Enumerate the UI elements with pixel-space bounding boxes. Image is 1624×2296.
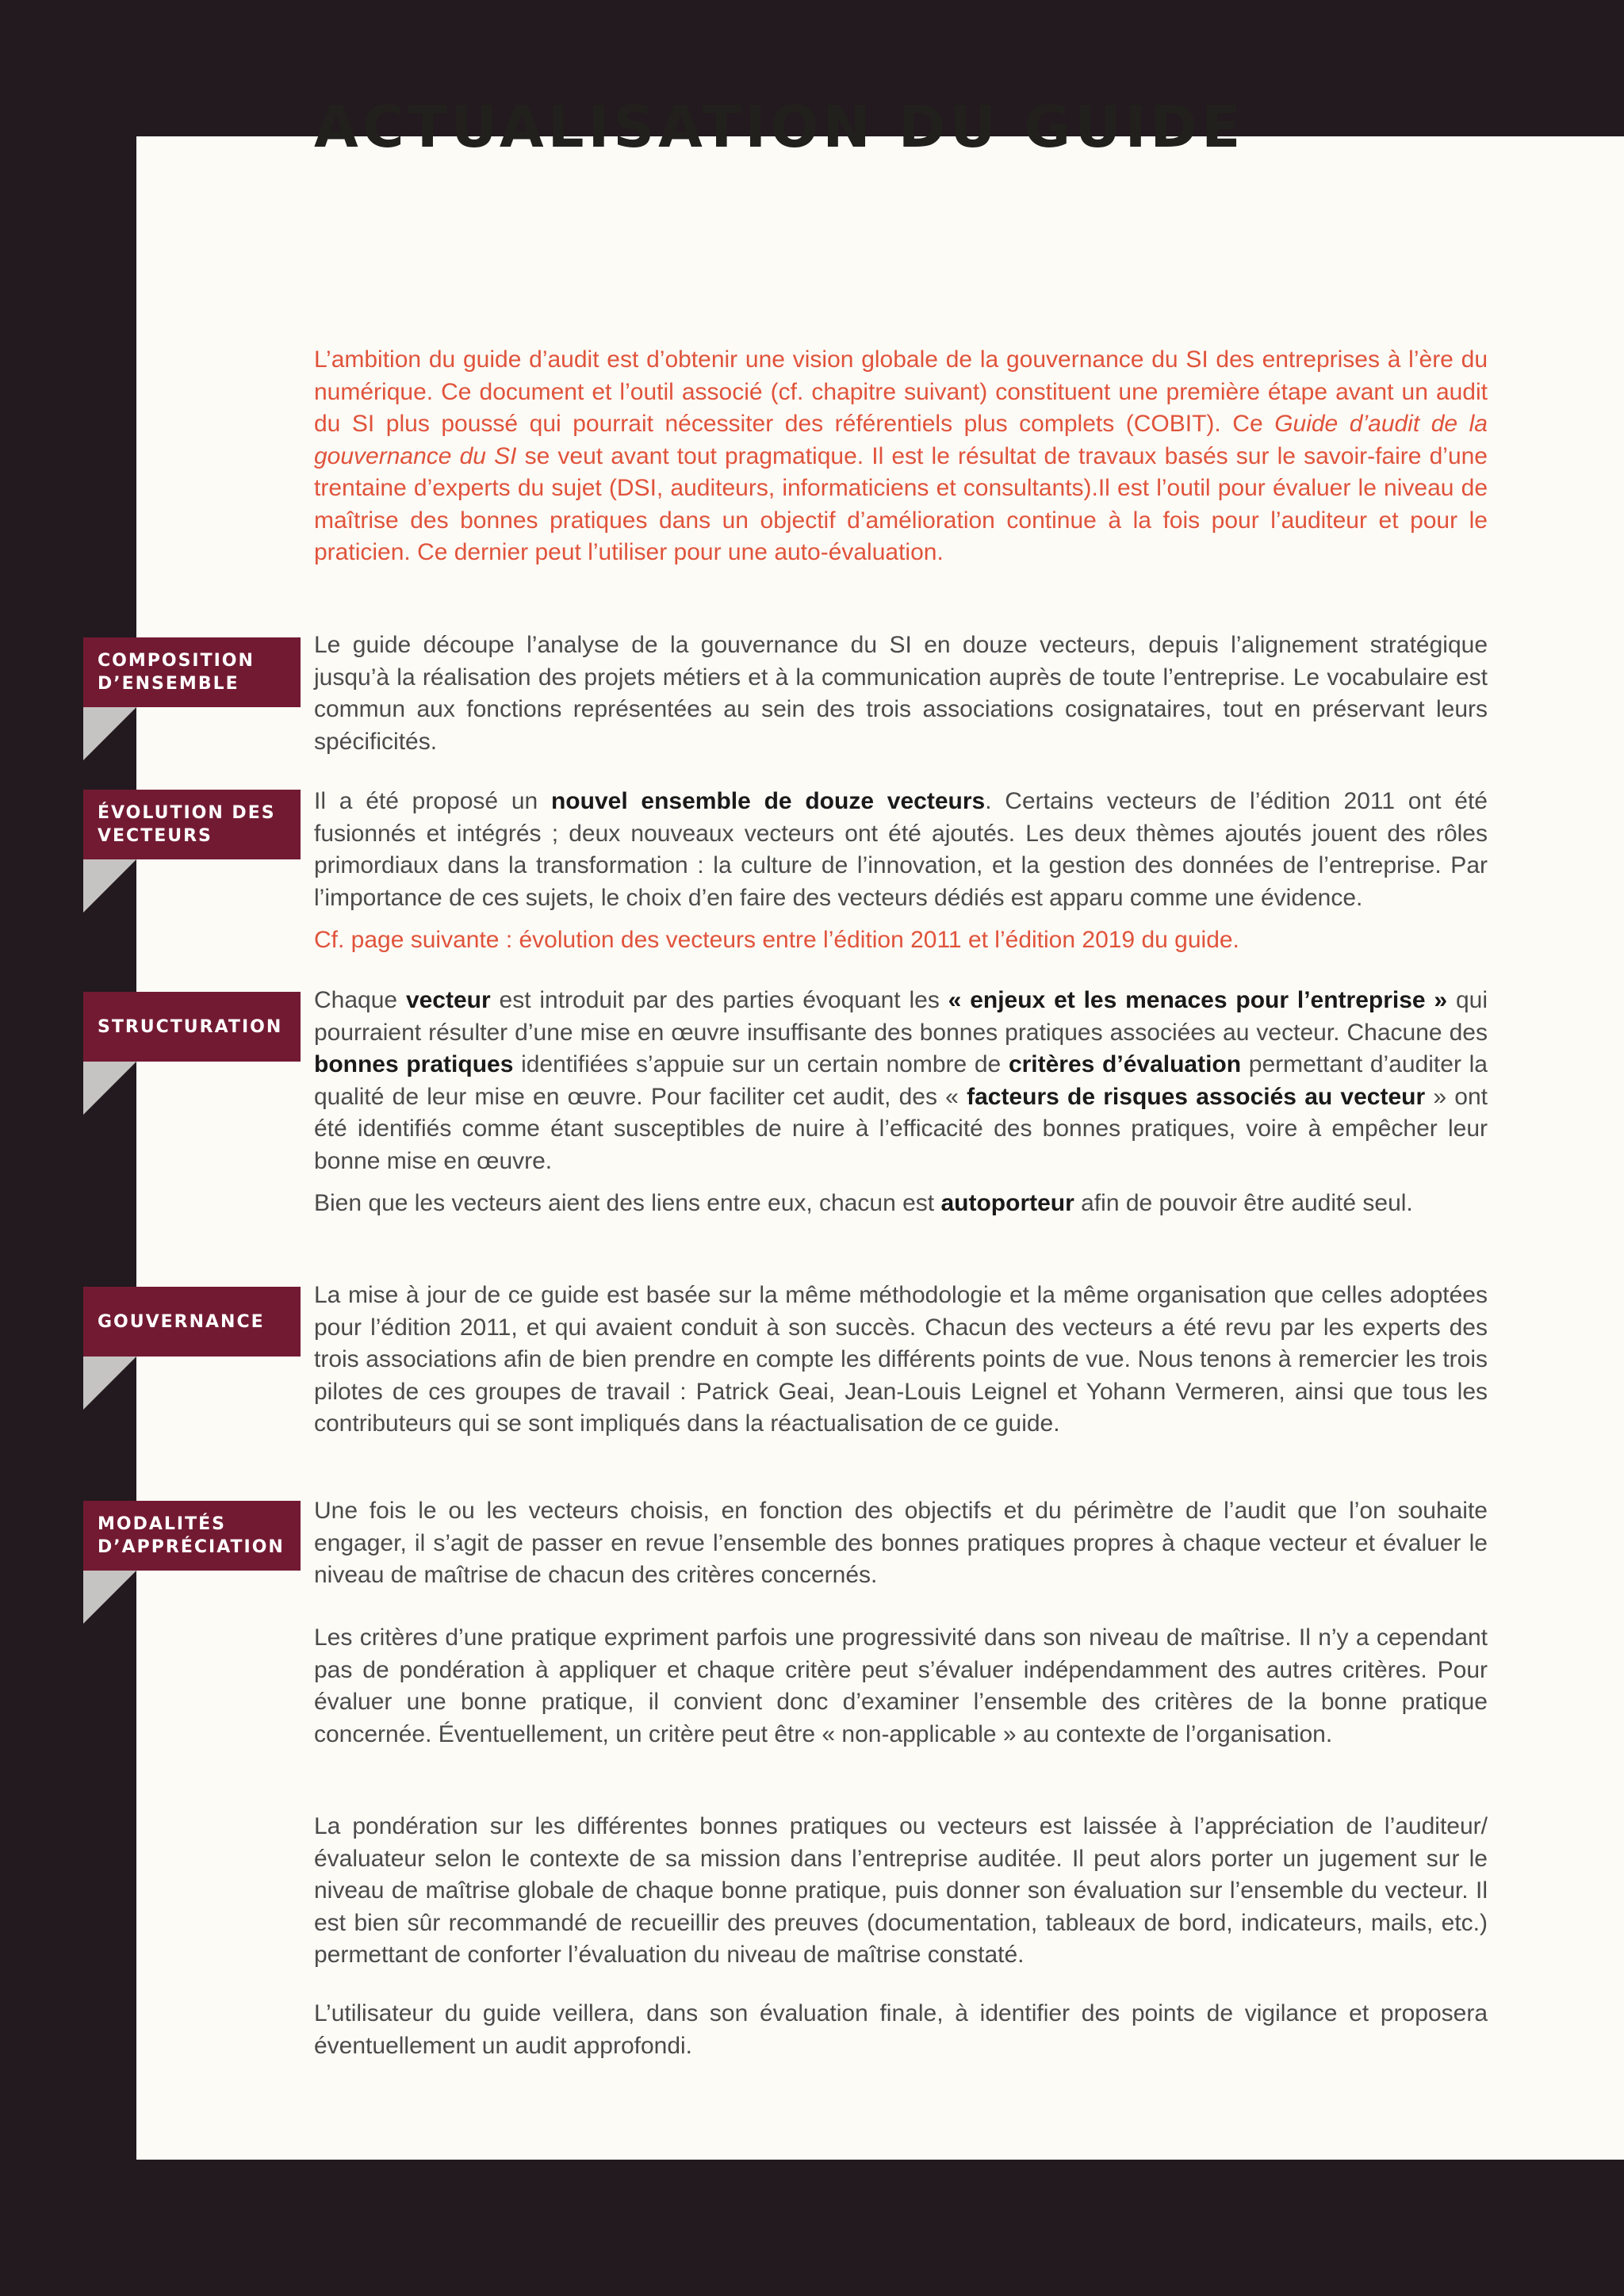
evolution-text: Il a été proposé un nouvel ensemble de douze vecteurs. Certains vecteurs de l’édition 2011 ont été fusionnés et intégrés ; deux nouveaux vecteurs ont été ajoutés. Les deux thèmes ajoutés jouent des rôles primordiaux dans la transformation : la culture de l’innovation, et la gestion des données de l’entreprise. Par l’importance de ces sujets, le choix d’en faire des vecteurs dédiés est apparu comme une évidence. bbox=[314, 788, 1488, 911]
tab-label-line1: MODALITÉS bbox=[98, 1514, 226, 1534]
tab-label: STRUCTURATION bbox=[98, 1016, 283, 1037]
page-content bbox=[314, 0, 1488, 2296]
tab-fold-decoration bbox=[83, 1357, 136, 1410]
section-tab-evolution bbox=[83, 790, 301, 859]
bold-phrase: vecteur bbox=[405, 987, 491, 1013]
tab-label-line2: VECTEURS bbox=[98, 826, 213, 846]
section-tab-composition bbox=[83, 637, 301, 707]
tab-fold-decoration bbox=[83, 707, 136, 760]
tab-label-line2: D’ENSEMBLE bbox=[98, 674, 239, 694]
bold-phrase: autoporteur bbox=[940, 1190, 1074, 1216]
bold-phrase: critères d’évaluation bbox=[1008, 1051, 1242, 1077]
tab-fold-decoration bbox=[83, 859, 136, 913]
modalites-paragraph-2: Les critères d’une pratique expriment parfois une progressivité dans son niveau de maîtrise. Il n’y a cependant pas de pondération à appliquer et chaque critère peut s’évaluer indépendamment des autres critères. Pour évaluer une bonne pratique, il convient donc d’examiner l’ensemble des critères de la bonne pratique concernée. Éventuellement, un critère peut être « non-applicable » au contexte de l’organisation. bbox=[314, 1624, 1488, 1747]
bold-phrase: « enjeux et les menaces pour l’entreprise » bbox=[948, 987, 1448, 1013]
evolution-note: Cf. page suivante : évolution des vecteurs entre l’édition 2011 et l’édition 2019 du guide. bbox=[314, 927, 1239, 953]
modalites-paragraph-1: Une fois le ou les vecteurs choisis, en fonction des objectifs et du périmètre de l’audit que l’on souhaite engager, il s’agit de passer en revue l’ensemble des bonnes pratiques propres à chaque vecteur et évaluer le niveau de maîtrise de chacun des critères concernés. bbox=[314, 1498, 1488, 1588]
tab-label-line1: ÉVOLUTION DES bbox=[98, 803, 276, 823]
tab-label-line2: D’APPRÉCIATION bbox=[98, 1537, 285, 1557]
bold-phrase: nouvel ensemble de douze vecteurs bbox=[550, 788, 986, 814]
bold-phrase: bonnes pratiques bbox=[314, 1051, 514, 1077]
section-tab-modalites bbox=[83, 1501, 301, 1571]
page-title: ACTUALISATION DU GUIDE bbox=[314, 94, 1245, 160]
tab-label: GOUVERNANCE bbox=[98, 1311, 265, 1332]
section-tab-gouvernance bbox=[83, 1287, 301, 1357]
gouvernance-text: La mise à jour de ce guide est basée sur la même méthodologie et la même organisation que celles adoptées pour l’édition 2011, et qui avaient conduit à son succès. Chacun des vecteurs a été revu par les experts des trois associations afin de bien prendre en compte les différents points de vue. Nous tenons à remercier les trois pilotes de ces groupes de travail : Patrick Geai, Jean-Louis Leignel et Yohann Vermeren, ainsi que tous les contributeurs qui se sont impliqués dans la réactualisation de ce guide. bbox=[314, 1282, 1488, 1437]
modalites-paragraph-4: L’utilisateur du guide veillera, dans son évaluation finale, à identifier des points de vigilance et proposera éventuellement un audit approfondi. bbox=[314, 2000, 1488, 2059]
section-tab-structuration bbox=[83, 992, 301, 1062]
structuration-text-2: Bien que les vecteurs aient des liens entre eux, chacun est autoporteur afin de pouvoir être audité seul. bbox=[314, 1190, 1413, 1216]
bold-phrase: facteurs de risques associés au vecteur bbox=[967, 1083, 1426, 1110]
guide-title-italic: Guide d’audit de la gouvernance du SI bbox=[314, 411, 1488, 469]
modalites-paragraph-3: La pondération sur les différentes bonnes pratiques ou vecteurs est laissée à l’appréciation de l’auditeur/évaluateur selon le contexte de sa mission dans l’entreprise auditée. Il peut alors porter un jugement sur le niveau de maîtrise globale de chaque bonne pratique, puis donner son évaluation sur l’ensemble du vecteur. Il est bien sûr recommandé de recueillir des preuves (documentation, tableaux de bord, indicateurs, mails, etc.) permettant de conforter l’évaluation du niveau de maîtrise constaté. bbox=[314, 1813, 1488, 1968]
tab-fold-decoration bbox=[83, 1062, 136, 1115]
structuration-text: Chaque vecteur est introduit par des parties évoquant les « enjeux et les menaces pour l’entreprise » qui pourraient résulter d’une mise en œuvre insuffisante des bonnes pratiques associées au vecteur. Chacune des bonnes pratiques identifiées s’appuie sur un certain nombre de critères d’évaluation permettant d’auditer la qualité de leur mise en œuvre. Pour faciliter cet audit, des « facteurs de risques associés au vecteur » ont été identifiés comme étant susceptibles de nuire à l’efficacité des bonnes pratiques, voire à empêcher leur bonne mise en œuvre. bbox=[314, 987, 1488, 1174]
tab-fold-decoration bbox=[83, 1571, 136, 1624]
tab-label-line1: COMPOSITION bbox=[98, 651, 255, 671]
composition-text: Le guide découpe l’analyse de la gouvernance du SI en douze vecteurs, depuis l’alignement stratégique jusqu’à la réalisation des projets métiers et à la communication auprès de toute l’entreprise. Le vocabulaire est commun aux fonctions représentées au sein des trois associations cosignataires, tout en préservant leurs spécificités. bbox=[314, 632, 1488, 755]
intro-paragraph: L’ambition du guide d’audit est d’obtenir une vision globale de la gouvernance du SI des entreprises à l’ère du numérique. Ce document et l’outil associé (cf. chapitre suivant) constituent une première étape avant un audit du SI plus poussé qui pourrait nécessiter des référentiels plus complets (COBIT). Ce Guide d’audit de la gouvernance du SI se veut avant tout pragmatique. Il est le résultat de travaux basés sur le savoir-faire d’une trentaine d’experts du sujet (DSI, auditeurs, informaticiens et consultants).Il est l’outil pour évaluer le niveau de maîtrise des bonnes pratiques dans un objectif d’amélioration continue à la fois pour l’auditeur et pour le praticien. Ce dernier peut l’utiliser pour une auto-évaluation. bbox=[314, 346, 1488, 565]
